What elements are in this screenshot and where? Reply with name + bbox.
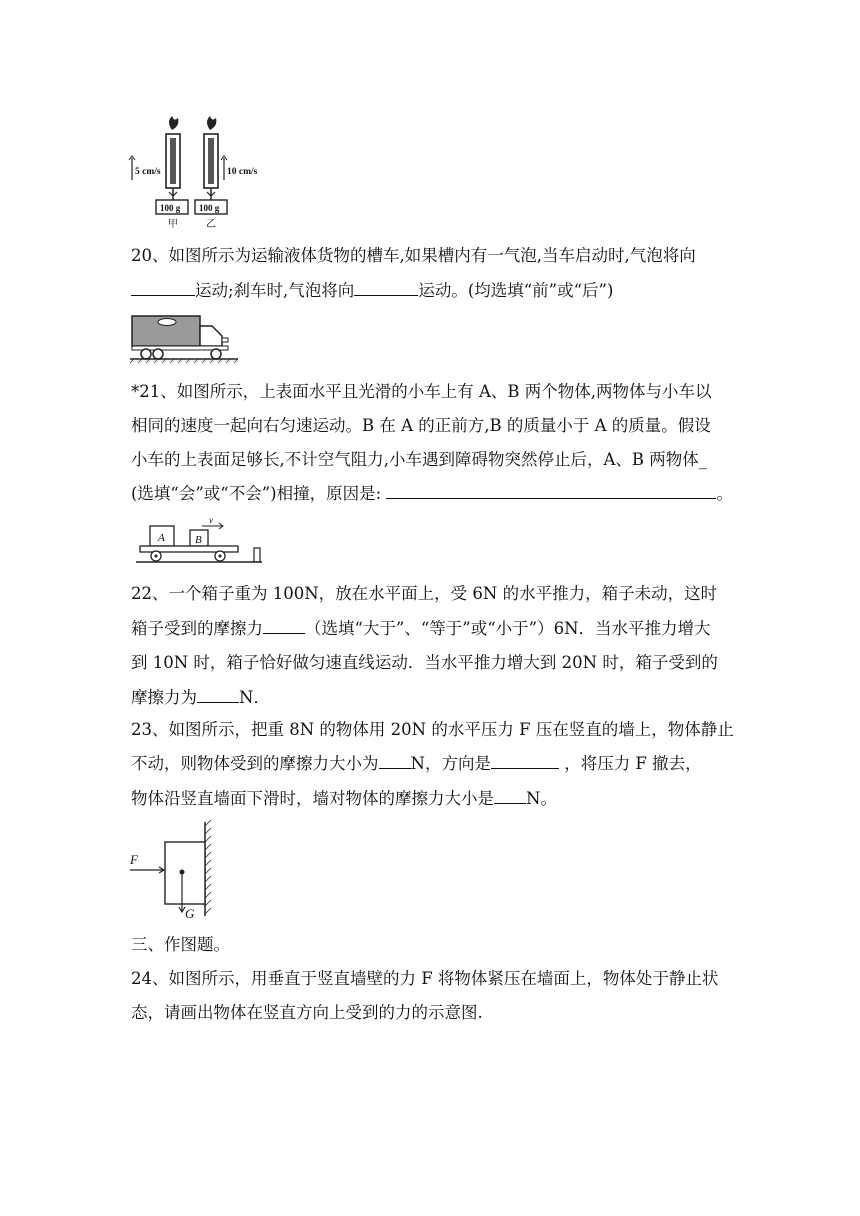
q22-line2-b: （选填“大于”、“等于”或“小于”）6N．当水平推力增大 (305, 619, 711, 638)
answer-blank[interactable] (197, 686, 239, 703)
q20-line2-b: 运动。(均选填“前”或“后”) (418, 281, 614, 300)
q20-line2 (131, 279, 613, 303)
q21-line2: 相同的速度一起向右匀速运动。B 在 A 的正前方,B 的质量小于 A 的质量。假设 (131, 416, 711, 435)
block-a-label: A (158, 532, 165, 544)
q21-line4-a: (选填“会”或“不会”)相撞，原因是: (131, 484, 382, 503)
answer-blank[interactable] (379, 752, 411, 769)
block-b-label: B (195, 534, 202, 546)
cart-figure (136, 516, 266, 566)
q23-line2-b: N，方向是 (410, 754, 491, 773)
answer-blank[interactable] (131, 279, 195, 296)
q23-line1: 23、如图所示，把重 8N 的物体用 20N 的水平压力 F 压在竖直的墙上，物体静止 (131, 720, 734, 739)
q23-line3-a: 物体沿竖直墙面下滑时，墙对物体的摩擦力大小是 (131, 789, 494, 808)
block (165, 842, 205, 904)
mass-right-label: 100 g (199, 203, 220, 213)
q24-line1: 24、如图所示，用垂直于竖直墙壁的力 F 将物体紧压在墙面上，物体处于静止状 (131, 969, 719, 988)
q21-line1: *21、如图所示，上表面水平且光滑的小车上有 A、B 两个物体,两物体与小车以 (131, 382, 712, 401)
q23-line2-c: ，将压力 F 撤去， (564, 754, 702, 773)
mass-left-label: 100 g (160, 203, 181, 213)
q22-line4-b: N． (239, 688, 270, 707)
q23-line2 (131, 752, 702, 776)
q20-line2-a: 运动;刹车时,气泡将向 (195, 281, 355, 300)
speed-right-label: 10 cm/s (227, 167, 258, 177)
q22-line2 (131, 617, 711, 641)
q24-line2: 态，请画出物体在竖直方向上受到的力的示意图. (131, 1003, 483, 1022)
section-heading: 三、作图题。 (131, 935, 230, 954)
answer-blank[interactable] (354, 279, 418, 296)
apparatus-right (195, 116, 258, 230)
q20-line1: 20、如图所示为运输液体货物的槽车,如果槽内有一气泡,当车启动时,气泡将向 (131, 246, 696, 265)
q19-figure (128, 108, 268, 230)
speed-left-label: 5 cm/s (135, 167, 161, 177)
label-right: 乙 (206, 219, 216, 230)
force-f-label: F (130, 852, 138, 867)
q21-line3: 小车的上表面足够长,不计空气阻力,小车遇到障碍物突然停止后，A、B 两物体_ (131, 450, 708, 469)
velocity-label: v (209, 516, 213, 525)
q22-line4 (131, 686, 270, 710)
label-left: 甲 (168, 219, 178, 230)
q22-line3: 到 10N 时，箱子恰好做匀速直线运动．当水平推力增大到 20N 时，箱子受到的 (131, 653, 718, 672)
q21-line4 (131, 482, 733, 506)
q23-line3-b: N。 (526, 789, 557, 808)
answer-blank[interactable] (386, 482, 716, 499)
tank-truck-figure (130, 314, 240, 364)
q23-line2-a: 不动，则物体受到的摩擦力大小为 (131, 754, 379, 773)
q22-line4-a: 摩擦力为 (131, 688, 197, 707)
q23-line3 (131, 787, 557, 811)
answer-blank[interactable] (263, 617, 305, 634)
obstacle (254, 548, 260, 562)
apparatus-left (129, 116, 188, 230)
wall-block-figure (128, 820, 218, 920)
q22-line2-a: 箱子受到的摩擦力 (131, 619, 263, 638)
q22-line1: 22、一个箱子重为 100N，放在水平面上，受 6N 的水平推力，箱子未动，这时 (131, 584, 718, 603)
force-g-label: G (185, 906, 195, 920)
answer-blank[interactable] (491, 752, 559, 769)
answer-blank[interactable] (494, 787, 526, 804)
bubble-icon (158, 319, 176, 326)
q21-line4-b: 。 (716, 484, 733, 503)
